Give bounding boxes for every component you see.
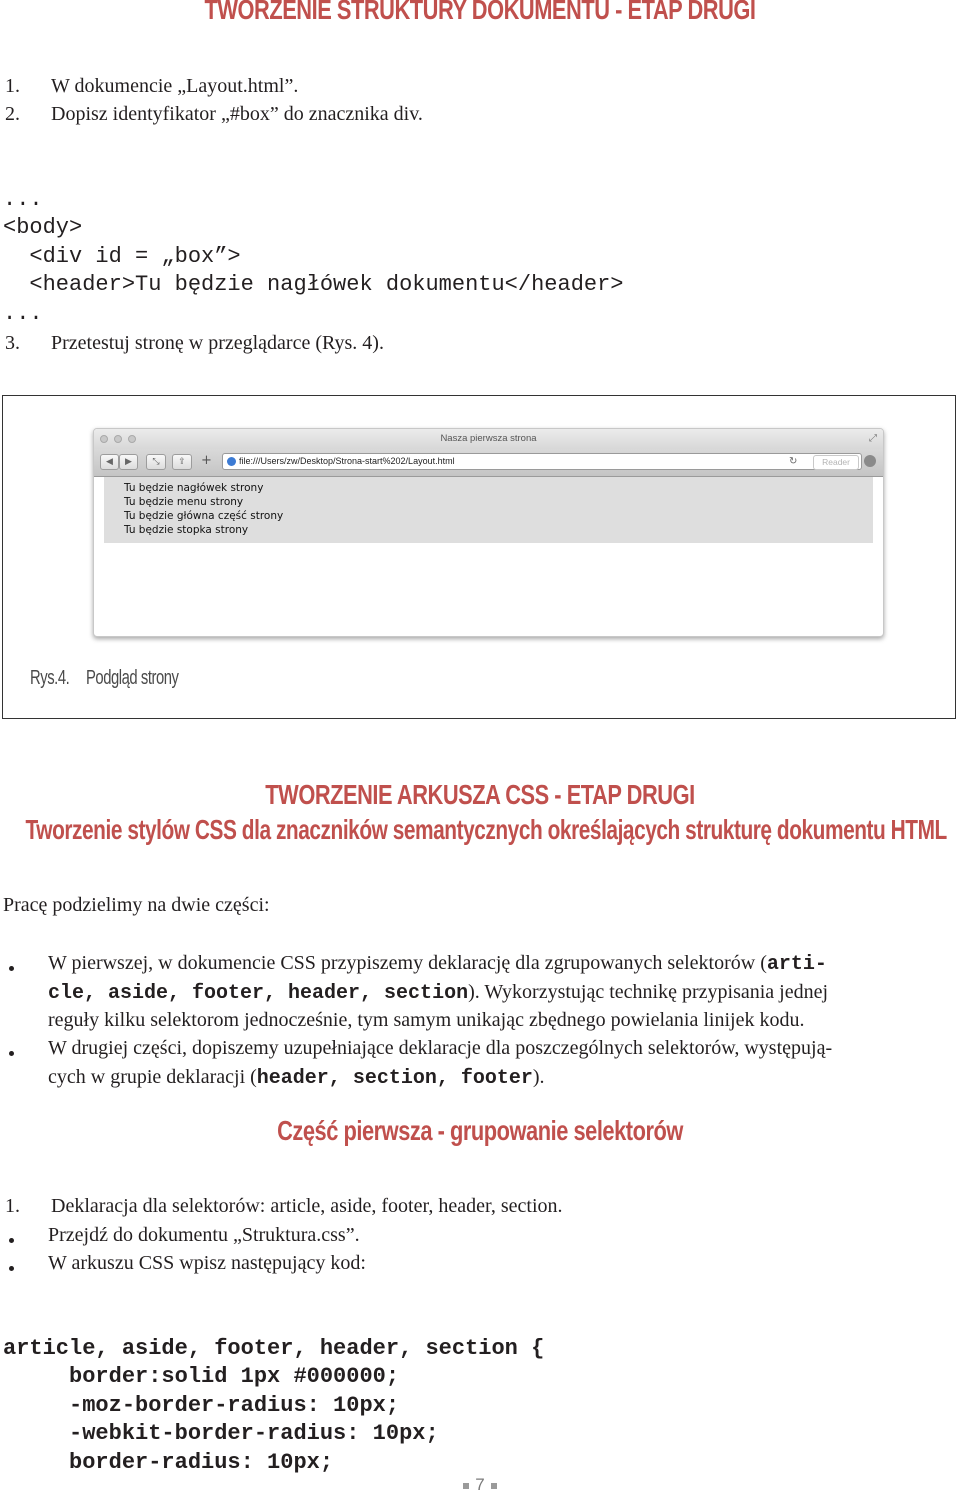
figure-caption-label: Rys.4.: [30, 667, 70, 689]
code-line: <div id = „box”>: [3, 243, 241, 269]
content-line: Tu będzie nagłówek strony: [124, 482, 264, 494]
html-code-block: [3, 157, 624, 328]
code-line: border:solid 1px #000000;: [3, 1364, 400, 1389]
minimize-window-icon: [114, 435, 122, 443]
code-line: <header>Tu będzie nagłówek dokumentu</header>: [3, 272, 624, 297]
url-text: file:///Users/zw/Desktop/Strona-start%202/Layout.html: [239, 456, 455, 466]
bullet-icon: [9, 1266, 14, 1271]
browser-screenshot: [93, 428, 884, 637]
globe-icon: [227, 457, 236, 466]
step-number: 1.: [5, 75, 20, 97]
maximize-window-icon: [128, 435, 136, 443]
add-bookmark-icon: +: [201, 453, 212, 468]
code-line: -webkit-border-radius: 10px;: [3, 1421, 439, 1446]
step-1: [5, 72, 905, 100]
bullet-1-line-2: [48, 978, 828, 1008]
page-number-text: 7: [475, 1475, 485, 1494]
browser-window-title: Nasza pierwsza strona: [440, 433, 537, 444]
bullet-2-line-2: [48, 1063, 545, 1093]
share-icon: ⇪: [172, 454, 192, 470]
step-2: [5, 100, 905, 128]
downloads-icon: [864, 455, 876, 467]
back-button-icon: ◀: [100, 454, 119, 470]
step-text: Deklaracja dla selektorów: article, aside, footer, header, section.: [51, 1195, 563, 1217]
step-3: [5, 329, 905, 357]
text: ). Wykorzystując technikę przypisania jednej: [468, 981, 829, 1003]
bullet-icon: [9, 1051, 14, 1056]
step-number: 3.: [5, 332, 20, 354]
bullet-icon: [9, 966, 14, 971]
square-icon: [491, 1483, 497, 1489]
code-line: <body>: [3, 215, 83, 240]
code-inline: arti-: [766, 953, 827, 976]
step-number: 2.: [5, 103, 20, 125]
content-line: Tu będzie główna część strony: [124, 510, 284, 522]
intro-text: Pracę podzielimy na dwie części:: [3, 894, 270, 916]
css-code-block: [3, 1306, 544, 1477]
bullet-icon: [9, 1238, 14, 1243]
bullet-open-file: Przejdź do dokumentu „Struktura.css”.: [48, 1224, 360, 1246]
step-text: W dokumencie „Layout.html”.: [51, 75, 299, 97]
subsection-title: Część pierwsza - grupowanie selektorów: [277, 1115, 683, 1146]
url-bar: [222, 453, 862, 470]
bullet-1-line-3: reguły kilku selektorom jednocześnie, tym samym unikając zbędnego powielania linijek kodu.: [48, 1009, 805, 1031]
topsites-icon: ⤡: [146, 454, 166, 470]
browser-titlebar: [94, 429, 883, 449]
text: W pierwszej, w dokumencie CSS przypiszemy deklarację dla zgrupowanych selektorów (: [48, 952, 767, 974]
text: ).: [532, 1066, 545, 1088]
section-subtitle: Tworzenie stylów CSS dla znaczników semantycznych określających strukturę dokumentu HTML: [25, 814, 947, 845]
text: cych w grupie deklaracji (: [48, 1066, 257, 1088]
code-line: border-radius: 10px;: [3, 1449, 334, 1475]
code-line: -moz-border-radius: 10px;: [3, 1392, 400, 1418]
code-line: ...: [3, 300, 43, 326]
bullet-2-line-1: W drugiej części, dopiszemy uzupełniające deklaracje dla poszczególnych selektorów, występują-: [48, 1037, 833, 1059]
code-line: article, aside, footer, header, section {: [3, 1335, 545, 1361]
decl-step-1: [5, 1192, 905, 1220]
square-icon: [463, 1483, 469, 1489]
reload-icon: ↻: [789, 456, 798, 467]
reader-button: Reader: [813, 455, 859, 470]
bullet-1-line-1: [48, 949, 827, 979]
code-inline: header, section, footer: [256, 1067, 533, 1090]
forward-button-icon: ▶: [119, 454, 138, 470]
figure-caption-text: Podgląd strony: [86, 667, 179, 689]
step-number: 1.: [5, 1195, 20, 1217]
content-line: Tu będzie stopka strony: [124, 524, 249, 536]
code-line: ...: [3, 186, 43, 212]
browser-content: [104, 477, 873, 543]
page-number: [457, 1475, 503, 1495]
step-text: Dopisz identyfikator „#box” do znacznika div.: [51, 103, 423, 125]
content-line: Tu będzie menu strony: [124, 496, 244, 508]
close-window-icon: [100, 435, 108, 443]
page-header-title: TWORZENIE STRUKTURY DOKUMENTU - ETAP DRUGI: [204, 0, 756, 25]
step-text: Przetestuj stronę w przeglądarce (Rys. 4).: [51, 332, 384, 354]
browser-toolbar: [94, 449, 883, 477]
section-title: TWORZENIE ARKUSZA CSS - ETAP DRUGI: [265, 779, 695, 810]
bullet-type-code: W arkuszu CSS wpisz następujący kod:: [48, 1252, 366, 1274]
fullscreen-icon: ⤢: [869, 433, 877, 444]
code-inline: cle, aside, footer, header, section: [48, 982, 469, 1005]
